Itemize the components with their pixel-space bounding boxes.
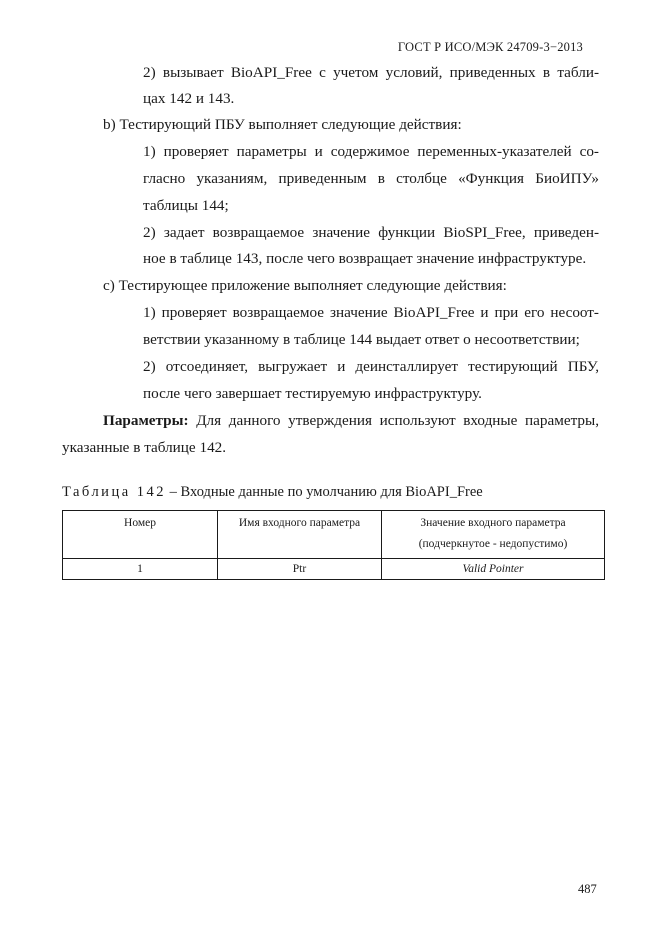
header-number: Номер [63,511,218,559]
parameters-label: Параметры: [103,412,189,429]
header-param-value [382,511,605,559]
list-item-b: b) Тестирующий ПБУ выполняет следующие действия: [103,116,462,133]
body-line: ное в таблице 143, после чего возвращает значение инфраструктуре. [143,250,587,267]
parameters-text: Для данного утверждения используют входные параметры, [196,412,599,429]
parameters-paragraph [103,412,599,430]
table-caption-text: – Входные данные по умолчанию для BioAPI_Free [166,484,483,500]
cell-param-name: Ptr [218,559,382,580]
parameters-text-continued: указанные в таблице 142. [62,439,227,456]
body-line: цах 142 и 143. [143,90,235,107]
body-line: ветствии указанному в таблице 144 выдает ответ о несоответствии; [143,331,580,348]
page-header-standard: ГОСТ Р ИСО/МЭК 24709-3−2013 [397,40,583,54]
body-line: 2) вызывает BioAPI_Free с учетом условий, приведенных в табли- [143,64,599,81]
body-line: гласно указаниям, приведенным в столбце «Функция БиоИПУ» [143,170,599,187]
header-param-value-line2: (подчеркнутое - недопустимо) [418,538,568,550]
body-line: 2) отсоединяет, выгружает и деинсталлирует тестирующий ПБУ, [143,358,599,375]
body-line: 2) задает возвращаемое значение функции BioSPI_Free, приведен- [143,224,599,241]
body-line: 1) проверяет параметры и содержимое переменных-указателей со- [143,143,599,160]
cell-param-value: Valid Pointer [382,559,605,580]
table-caption [62,484,483,501]
body-line: после чего завершает тестируемую инфраструктуру. [143,385,482,402]
table-row [63,559,605,580]
body-line: 1) проверяет возвращаемое значение BioAPI_Free и при его несоот- [143,304,599,321]
page-number: 487 [578,882,597,896]
cell-number: 1 [63,559,218,580]
header-param-name: Имя входного параметра [218,511,382,559]
table-caption-label: Таблица 142 [62,484,167,500]
header-param-value-line1: Значение входного параметра [420,517,566,529]
table-header-row [63,511,605,559]
list-item-c: с) Тестирующее приложение выполняет следующие действия: [103,277,507,294]
input-parameters-table [62,510,605,580]
body-line: таблицы 144; [143,197,229,214]
